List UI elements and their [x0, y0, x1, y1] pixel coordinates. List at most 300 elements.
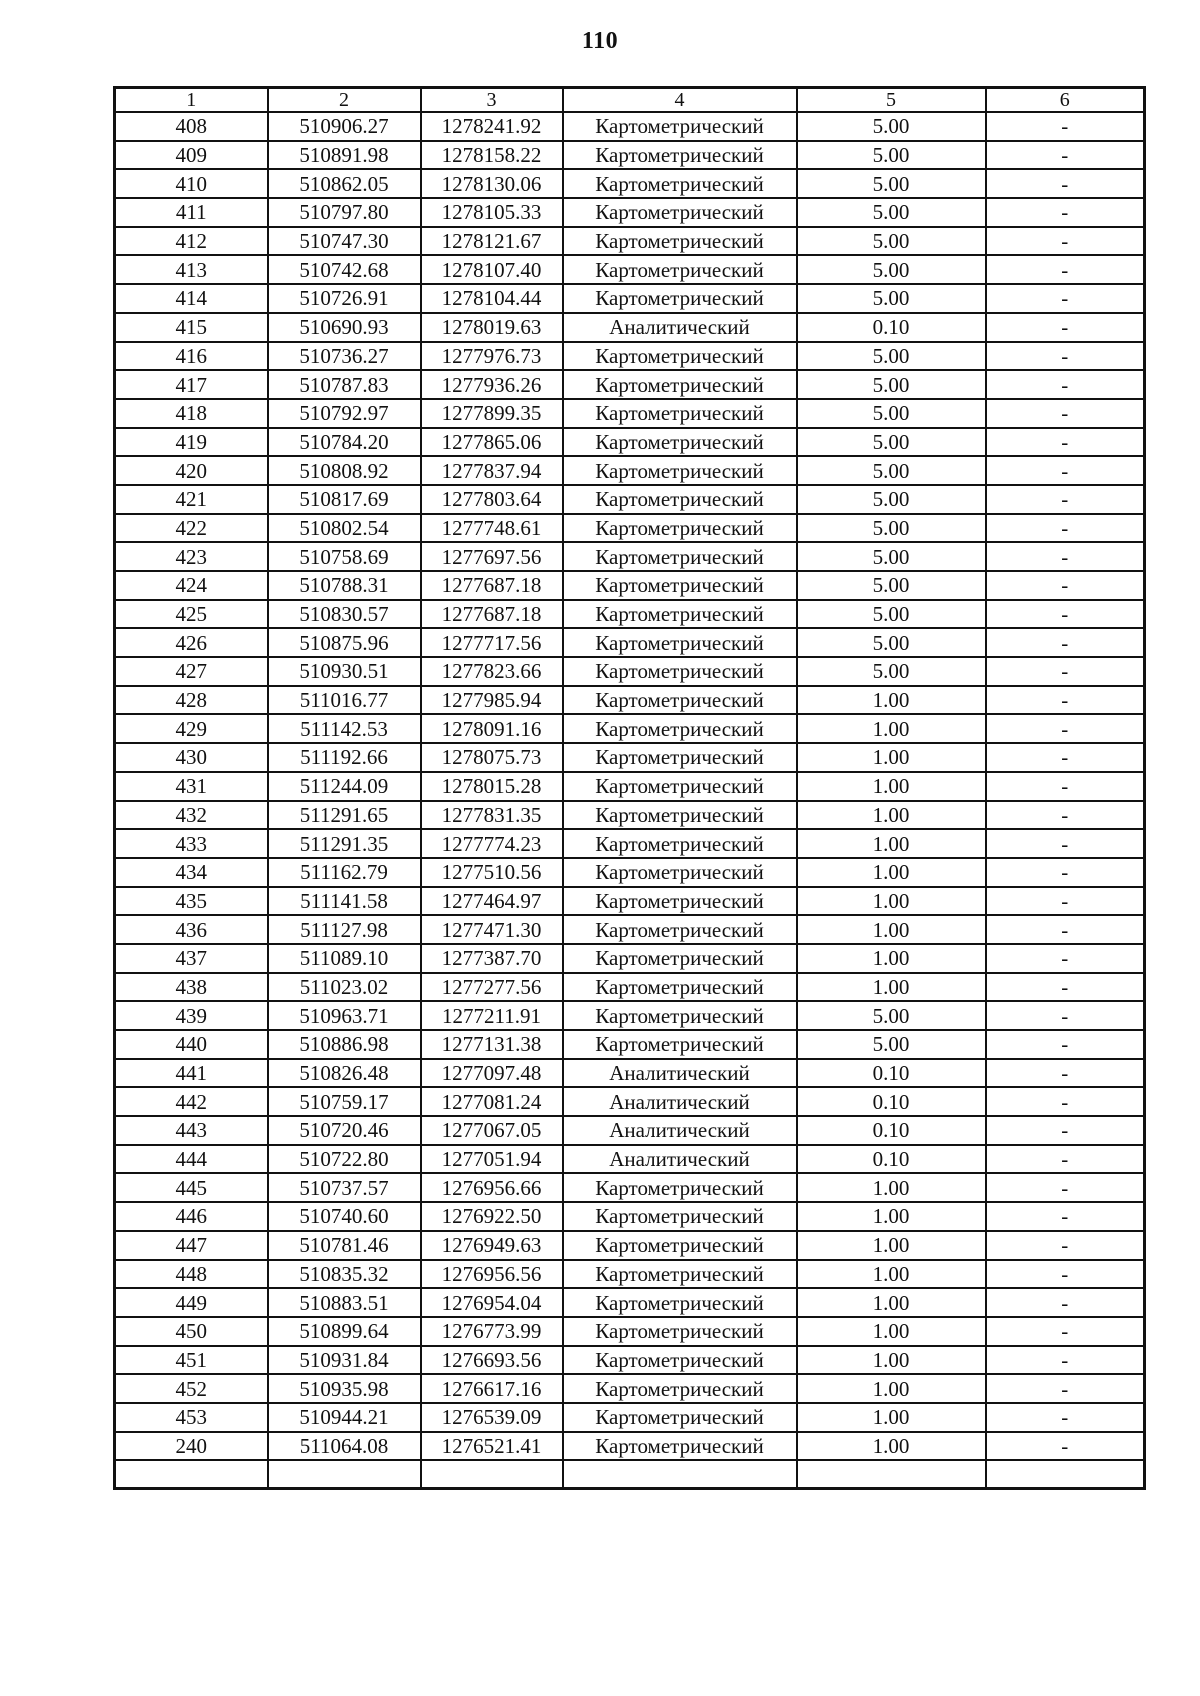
- cell-method: Картометрический: [563, 973, 797, 1002]
- cell-note: -: [986, 370, 1145, 399]
- cell-x-coordinate: 510758.69: [268, 542, 421, 571]
- cell-accuracy: 5.00: [797, 600, 986, 629]
- cell-x-coordinate: 510830.57: [268, 600, 421, 629]
- cell-note: -: [986, 915, 1145, 944]
- cell-y-coordinate: 1276949.63: [421, 1231, 563, 1260]
- cell-method: Аналитический: [563, 1116, 797, 1145]
- cell-method: Картометрический: [563, 1288, 797, 1317]
- cell-accuracy: 1.00: [797, 714, 986, 743]
- cell-note: -: [986, 227, 1145, 256]
- cell-method: Картометрический: [563, 255, 797, 284]
- cell-y-coordinate: 1277081.24: [421, 1087, 563, 1116]
- cell-note: -: [986, 944, 1145, 973]
- cell-point-number: 439: [115, 1001, 268, 1030]
- cell-x-coordinate: 511192.66: [268, 743, 421, 772]
- cell-accuracy: 1.00: [797, 1202, 986, 1231]
- cell-accuracy: 1.00: [797, 1260, 986, 1289]
- cell-y-coordinate: 1277067.05: [421, 1116, 563, 1145]
- cell-point-number: 421: [115, 485, 268, 514]
- cell-y-coordinate: 1277510.56: [421, 858, 563, 887]
- cell-method: Картометрический: [563, 284, 797, 313]
- cell-point-number: 441: [115, 1059, 268, 1088]
- table-row: [115, 1374, 1145, 1403]
- cell-accuracy: 5.00: [797, 198, 986, 227]
- table-row: [115, 1288, 1145, 1317]
- cell-y-coordinate: 1276956.66: [421, 1173, 563, 1202]
- cell-note: -: [986, 1260, 1145, 1289]
- cell-accuracy: 1.00: [797, 944, 986, 973]
- cell-method: Картометрический: [563, 1374, 797, 1403]
- coordinates-table-container: [113, 86, 1143, 1490]
- cell-y-coordinate: 1277865.06: [421, 428, 563, 457]
- cell-accuracy: 1.00: [797, 1173, 986, 1202]
- cell-y-coordinate: 1277464.97: [421, 887, 563, 916]
- table-row: [115, 1173, 1145, 1202]
- cell-method: Картометрический: [563, 1030, 797, 1059]
- cell-accuracy: 1.00: [797, 686, 986, 715]
- cell-x-coordinate: 511162.79: [268, 858, 421, 887]
- cell-note: -: [986, 1317, 1145, 1346]
- cell-accuracy: 1.00: [797, 1231, 986, 1260]
- table-row: [115, 428, 1145, 457]
- cell-y-coordinate: 1276922.50: [421, 1202, 563, 1231]
- cell-x-coordinate: 510802.54: [268, 514, 421, 543]
- cell-x-coordinate: 510935.98: [268, 1374, 421, 1403]
- cell-y-coordinate: [421, 1460, 563, 1489]
- cell-point-number: 447: [115, 1231, 268, 1260]
- cell-x-coordinate: 510899.64: [268, 1317, 421, 1346]
- cell-method: Аналитический: [563, 1087, 797, 1116]
- cell-note: -: [986, 112, 1145, 141]
- cell-y-coordinate: 1278015.28: [421, 772, 563, 801]
- cell-note: -: [986, 1059, 1145, 1088]
- cell-method: Картометрический: [563, 600, 797, 629]
- table-row: [115, 169, 1145, 198]
- table-row: [115, 456, 1145, 485]
- cell-method: Картометрический: [563, 858, 797, 887]
- cell-accuracy: 1.00: [797, 829, 986, 858]
- cell-x-coordinate: 511023.02: [268, 973, 421, 1002]
- cell-point-number: 416: [115, 342, 268, 371]
- table-row: [115, 973, 1145, 1002]
- cell-note: -: [986, 1346, 1145, 1375]
- header-cell: 6: [986, 88, 1145, 113]
- cell-y-coordinate: 1276539.09: [421, 1403, 563, 1432]
- cell-x-coordinate: 510742.68: [268, 255, 421, 284]
- table-row: [115, 284, 1145, 313]
- cell-note: -: [986, 657, 1145, 686]
- cell-x-coordinate: 510891.98: [268, 141, 421, 170]
- cell-note: -: [986, 1173, 1145, 1202]
- cell-accuracy: 5.00: [797, 428, 986, 457]
- table-body: [115, 88, 1145, 1489]
- cell-point-number: 426: [115, 628, 268, 657]
- cell-x-coordinate: 510886.98: [268, 1030, 421, 1059]
- cell-y-coordinate: 1277823.66: [421, 657, 563, 686]
- cell-x-coordinate: 511016.77: [268, 686, 421, 715]
- table-row: [115, 514, 1145, 543]
- cell-y-coordinate: 1277697.56: [421, 542, 563, 571]
- table-row: [115, 1087, 1145, 1116]
- cell-x-coordinate: 510826.48: [268, 1059, 421, 1088]
- cell-y-coordinate: 1278019.63: [421, 313, 563, 342]
- cell-y-coordinate: 1277131.38: [421, 1030, 563, 1059]
- table-row: [115, 1403, 1145, 1432]
- cell-accuracy: 1.00: [797, 1317, 986, 1346]
- cell-x-coordinate: 511244.09: [268, 772, 421, 801]
- table-row: [115, 801, 1145, 830]
- cell-accuracy: 1.00: [797, 1432, 986, 1461]
- cell-point-number: 422: [115, 514, 268, 543]
- cell-y-coordinate: 1277831.35: [421, 801, 563, 830]
- cell-y-coordinate: 1277687.18: [421, 600, 563, 629]
- table-row: [115, 600, 1145, 629]
- cell-x-coordinate: 510931.84: [268, 1346, 421, 1375]
- cell-x-coordinate: 511142.53: [268, 714, 421, 743]
- cell-method: Картометрический: [563, 542, 797, 571]
- cell-y-coordinate: 1278130.06: [421, 169, 563, 198]
- cell-method: Картометрический: [563, 801, 797, 830]
- cell-method: Картометрический: [563, 198, 797, 227]
- cell-note: -: [986, 1432, 1145, 1461]
- cell-note: -: [986, 342, 1145, 371]
- cell-note: -: [986, 1001, 1145, 1030]
- table-row: [115, 1231, 1145, 1260]
- cell-x-coordinate: 510808.92: [268, 456, 421, 485]
- cell-accuracy: 5.00: [797, 255, 986, 284]
- cell-method: Картометрический: [563, 915, 797, 944]
- cell-x-coordinate: 510788.31: [268, 571, 421, 600]
- cell-y-coordinate: 1277985.94: [421, 686, 563, 715]
- cell-accuracy: 1.00: [797, 858, 986, 887]
- cell-note: -: [986, 1288, 1145, 1317]
- cell-accuracy: 1.00: [797, 743, 986, 772]
- cell-accuracy: 1.00: [797, 1288, 986, 1317]
- header-cell: 1: [115, 88, 268, 113]
- table-row: [115, 141, 1145, 170]
- cell-y-coordinate: 1277211.91: [421, 1001, 563, 1030]
- table-row: [115, 112, 1145, 141]
- cell-point-number: 445: [115, 1173, 268, 1202]
- table-row: [115, 1317, 1145, 1346]
- cell-accuracy: 1.00: [797, 915, 986, 944]
- cell-x-coordinate: 510747.30: [268, 227, 421, 256]
- cell-accuracy: 5.00: [797, 542, 986, 571]
- cell-note: -: [986, 600, 1145, 629]
- table-row: [115, 858, 1145, 887]
- cell-method: Картометрический: [563, 1403, 797, 1432]
- cell-accuracy: 5.00: [797, 169, 986, 198]
- cell-y-coordinate: 1277051.94: [421, 1145, 563, 1174]
- cell-x-coordinate: 510817.69: [268, 485, 421, 514]
- cell-y-coordinate: 1278121.67: [421, 227, 563, 256]
- cell-note: -: [986, 428, 1145, 457]
- cell-note: -: [986, 801, 1145, 830]
- cell-y-coordinate: 1278105.33: [421, 198, 563, 227]
- cell-accuracy: 5.00: [797, 657, 986, 686]
- cell-point-number: [115, 1460, 268, 1489]
- cell-y-coordinate: 1278104.44: [421, 284, 563, 313]
- table-row: [115, 915, 1145, 944]
- cell-method: Картометрический: [563, 1346, 797, 1375]
- cell-point-number: 415: [115, 313, 268, 342]
- cell-method: Картометрический: [563, 686, 797, 715]
- cell-y-coordinate: 1278158.22: [421, 141, 563, 170]
- table-row: [115, 370, 1145, 399]
- cell-note: -: [986, 1403, 1145, 1432]
- cell-method: Картометрический: [563, 1231, 797, 1260]
- cell-accuracy: 1.00: [797, 887, 986, 916]
- cell-method: Картометрический: [563, 514, 797, 543]
- cell-method: Картометрический: [563, 399, 797, 428]
- cell-note: -: [986, 198, 1145, 227]
- cell-note: -: [986, 313, 1145, 342]
- cell-y-coordinate: 1276954.04: [421, 1288, 563, 1317]
- table-row: [115, 485, 1145, 514]
- cell-y-coordinate: 1277774.23: [421, 829, 563, 858]
- cell-note: -: [986, 1116, 1145, 1145]
- cell-y-coordinate: 1277803.64: [421, 485, 563, 514]
- cell-point-number: 443: [115, 1116, 268, 1145]
- table-header-row: [115, 88, 1145, 113]
- cell-y-coordinate: 1277471.30: [421, 915, 563, 944]
- cell-accuracy: 5.00: [797, 571, 986, 600]
- cell-note: -: [986, 1231, 1145, 1260]
- cell-accuracy: 5.00: [797, 1030, 986, 1059]
- cell-y-coordinate: 1277899.35: [421, 399, 563, 428]
- cell-point-number: 437: [115, 944, 268, 973]
- table-row: [115, 657, 1145, 686]
- cell-point-number: 452: [115, 1374, 268, 1403]
- cell-note: -: [986, 169, 1145, 198]
- cell-point-number: 427: [115, 657, 268, 686]
- cell-x-coordinate: 511127.98: [268, 915, 421, 944]
- cell-note: -: [986, 1202, 1145, 1231]
- cell-accuracy: 0.10: [797, 1059, 986, 1088]
- cell-point-number: 440: [115, 1030, 268, 1059]
- cell-accuracy: 0.10: [797, 1145, 986, 1174]
- table-row: [115, 255, 1145, 284]
- cell-point-number: 442: [115, 1087, 268, 1116]
- table-row: [115, 571, 1145, 600]
- cell-y-coordinate: 1276693.56: [421, 1346, 563, 1375]
- cell-point-number: 428: [115, 686, 268, 715]
- table-row: [115, 743, 1145, 772]
- table-row: [115, 1116, 1145, 1145]
- cell-note: -: [986, 542, 1145, 571]
- cell-y-coordinate: 1277748.61: [421, 514, 563, 543]
- table-row: [115, 1030, 1145, 1059]
- cell-note: -: [986, 1030, 1145, 1059]
- cell-method: Картометрический: [563, 1317, 797, 1346]
- cell-note: -: [986, 399, 1145, 428]
- cell-point-number: 420: [115, 456, 268, 485]
- table-row: [115, 1202, 1145, 1231]
- table-row: [115, 887, 1145, 916]
- cell-point-number: 432: [115, 801, 268, 830]
- cell-note: -: [986, 829, 1145, 858]
- cell-note: -: [986, 255, 1145, 284]
- cell-note: -: [986, 514, 1145, 543]
- cell-method: Картометрический: [563, 428, 797, 457]
- header-cell: 2: [268, 88, 421, 113]
- cell-method: Картометрический: [563, 1173, 797, 1202]
- cell-point-number: 431: [115, 772, 268, 801]
- cell-method: Картометрический: [563, 829, 797, 858]
- table-row: [115, 313, 1145, 342]
- cell-point-number: 436: [115, 915, 268, 944]
- cell-method: Картометрический: [563, 887, 797, 916]
- cell-x-coordinate: 511141.58: [268, 887, 421, 916]
- cell-x-coordinate: 510797.80: [268, 198, 421, 227]
- cell-accuracy: [797, 1460, 986, 1489]
- cell-accuracy: 5.00: [797, 628, 986, 657]
- cell-method: Картометрический: [563, 772, 797, 801]
- cell-note: -: [986, 1087, 1145, 1116]
- cell-method: [563, 1460, 797, 1489]
- cell-x-coordinate: 510781.46: [268, 1231, 421, 1260]
- cell-method: Картометрический: [563, 944, 797, 973]
- cell-method: Аналитический: [563, 1059, 797, 1088]
- cell-y-coordinate: 1278107.40: [421, 255, 563, 284]
- cell-y-coordinate: 1276521.41: [421, 1432, 563, 1461]
- cell-point-number: 433: [115, 829, 268, 858]
- cell-accuracy: 1.00: [797, 801, 986, 830]
- cell-accuracy: 5.00: [797, 456, 986, 485]
- cell-point-number: 438: [115, 973, 268, 1002]
- cell-x-coordinate: [268, 1460, 421, 1489]
- cell-method: Аналитический: [563, 313, 797, 342]
- cell-accuracy: 0.10: [797, 1087, 986, 1116]
- cell-x-coordinate: 511064.08: [268, 1432, 421, 1461]
- cell-x-coordinate: 510944.21: [268, 1403, 421, 1432]
- table-row: [115, 714, 1145, 743]
- cell-y-coordinate: 1276956.56: [421, 1260, 563, 1289]
- cell-accuracy: 5.00: [797, 514, 986, 543]
- cell-point-number: 444: [115, 1145, 268, 1174]
- cell-point-number: 446: [115, 1202, 268, 1231]
- table-row: [115, 829, 1145, 858]
- cell-point-number: 424: [115, 571, 268, 600]
- cell-accuracy: 5.00: [797, 342, 986, 371]
- cell-note: -: [986, 772, 1145, 801]
- cell-point-number: 408: [115, 112, 268, 141]
- cell-note: [986, 1460, 1145, 1489]
- cell-accuracy: 5.00: [797, 227, 986, 256]
- table-row: [115, 628, 1145, 657]
- cell-note: -: [986, 686, 1145, 715]
- table-row: [115, 772, 1145, 801]
- cell-point-number: 417: [115, 370, 268, 399]
- cell-y-coordinate: 1278075.73: [421, 743, 563, 772]
- page-number: 110: [581, 28, 619, 54]
- cell-accuracy: 5.00: [797, 1001, 986, 1030]
- cell-x-coordinate: 510690.93: [268, 313, 421, 342]
- table-row: [115, 227, 1145, 256]
- cell-y-coordinate: 1277387.70: [421, 944, 563, 973]
- cell-y-coordinate: 1277717.56: [421, 628, 563, 657]
- table-row: [115, 686, 1145, 715]
- cell-accuracy: 1.00: [797, 1346, 986, 1375]
- cell-point-number: 451: [115, 1346, 268, 1375]
- cell-accuracy: 1.00: [797, 772, 986, 801]
- cell-point-number: 449: [115, 1288, 268, 1317]
- cell-method: Картометрический: [563, 1260, 797, 1289]
- header-cell: 5: [797, 88, 986, 113]
- cell-point-number: 418: [115, 399, 268, 428]
- cell-method: Картометрический: [563, 169, 797, 198]
- cell-x-coordinate: 510737.57: [268, 1173, 421, 1202]
- table-row: [115, 198, 1145, 227]
- cell-note: -: [986, 571, 1145, 600]
- cell-x-coordinate: 510720.46: [268, 1116, 421, 1145]
- cell-y-coordinate: 1277277.56: [421, 973, 563, 1002]
- cell-accuracy: 5.00: [797, 399, 986, 428]
- header-cell: 4: [563, 88, 797, 113]
- cell-accuracy: 5.00: [797, 485, 986, 514]
- cell-y-coordinate: 1276617.16: [421, 1374, 563, 1403]
- cell-accuracy: 5.00: [797, 370, 986, 399]
- cell-x-coordinate: 510862.05: [268, 169, 421, 198]
- cell-note: -: [986, 973, 1145, 1002]
- cell-method: Аналитический: [563, 1145, 797, 1174]
- cell-x-coordinate: 510726.91: [268, 284, 421, 313]
- cell-accuracy: 1.00: [797, 1374, 986, 1403]
- cell-y-coordinate: 1277837.94: [421, 456, 563, 485]
- cell-point-number: 411: [115, 198, 268, 227]
- header-cell: 3: [421, 88, 563, 113]
- cell-x-coordinate: 510835.32: [268, 1260, 421, 1289]
- cell-method: Картометрический: [563, 1001, 797, 1030]
- cell-point-number: 435: [115, 887, 268, 916]
- cell-method: Картометрический: [563, 714, 797, 743]
- table-row: [115, 399, 1145, 428]
- cell-x-coordinate: 510875.96: [268, 628, 421, 657]
- table-row: [115, 1432, 1145, 1461]
- cell-x-coordinate: 510930.51: [268, 657, 421, 686]
- cell-point-number: 453: [115, 1403, 268, 1432]
- cell-x-coordinate: 510759.17: [268, 1087, 421, 1116]
- cell-note: -: [986, 714, 1145, 743]
- table-row: [115, 1059, 1145, 1088]
- cell-accuracy: 5.00: [797, 112, 986, 141]
- table-row: [115, 1460, 1145, 1489]
- cell-x-coordinate: 511291.65: [268, 801, 421, 830]
- cell-y-coordinate: 1278091.16: [421, 714, 563, 743]
- cell-note: -: [986, 485, 1145, 514]
- table-row: [115, 1001, 1145, 1030]
- cell-note: -: [986, 887, 1145, 916]
- cell-method: Картометрический: [563, 1432, 797, 1461]
- cell-note: -: [986, 858, 1145, 887]
- cell-point-number: 413: [115, 255, 268, 284]
- cell-point-number: 419: [115, 428, 268, 457]
- cell-x-coordinate: 510906.27: [268, 112, 421, 141]
- cell-y-coordinate: 1278241.92: [421, 112, 563, 141]
- cell-method: Картометрический: [563, 485, 797, 514]
- cell-method: Картометрический: [563, 141, 797, 170]
- cell-accuracy: 5.00: [797, 141, 986, 170]
- table-row: [115, 542, 1145, 571]
- cell-x-coordinate: 511291.35: [268, 829, 421, 858]
- cell-method: Картометрический: [563, 112, 797, 141]
- cell-point-number: 240: [115, 1432, 268, 1461]
- cell-x-coordinate: 510963.71: [268, 1001, 421, 1030]
- cell-y-coordinate: 1277936.26: [421, 370, 563, 399]
- table-row: [115, 1145, 1145, 1174]
- cell-note: -: [986, 743, 1145, 772]
- cell-point-number: 429: [115, 714, 268, 743]
